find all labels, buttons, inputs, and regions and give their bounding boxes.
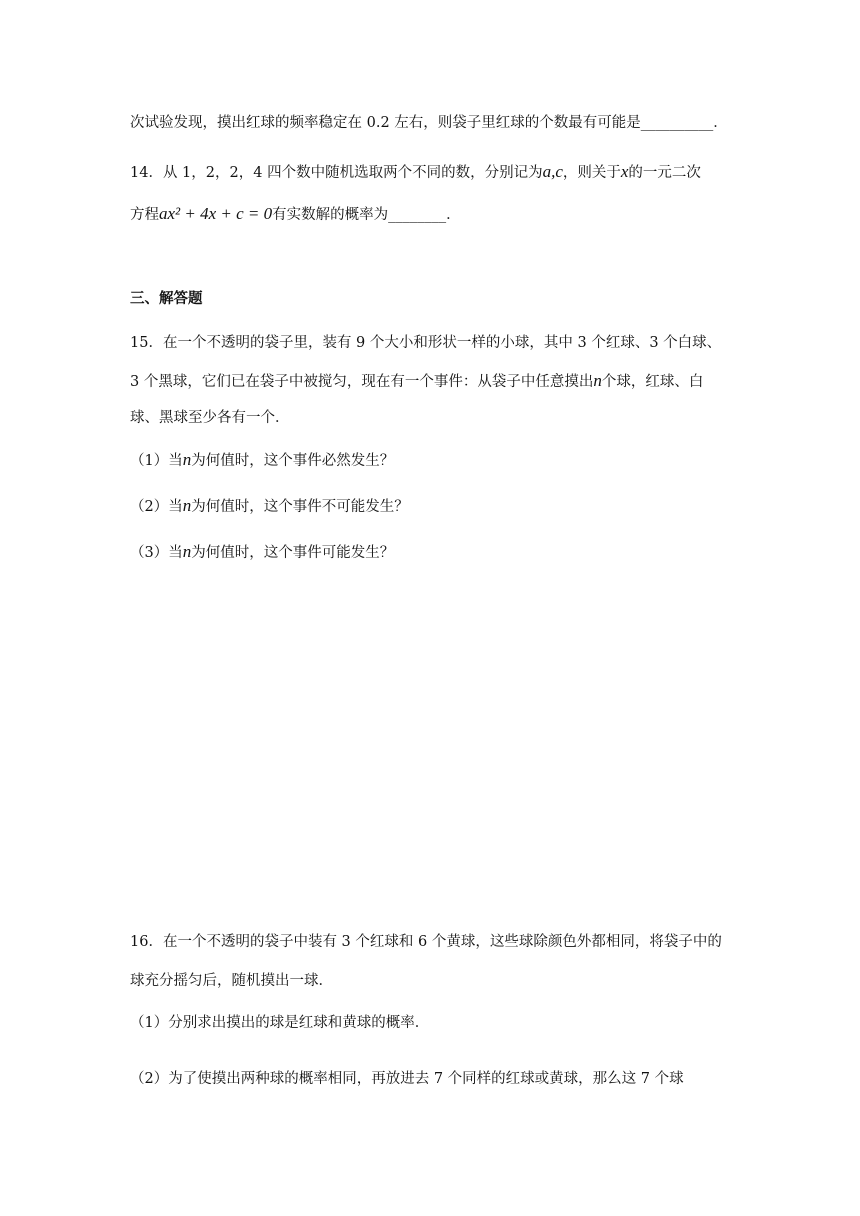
q15-sub2-n: n bbox=[182, 496, 192, 515]
q15-sub-2 bbox=[130, 496, 409, 517]
q14-text-c: 的一元二次 bbox=[628, 165, 701, 181]
q16-sub-2: （2）为了使摸出两种球的概率相同，再放进去 7 个同样的红球或黄球，那么这 7 个球 bbox=[130, 1071, 684, 1087]
q15-line-1: 15．在一个不透明的袋子里，装有 9 个大小和形状一样的小球，其中 3 个红球、3 个白球、 bbox=[130, 335, 722, 351]
q14-line-1 bbox=[130, 162, 701, 183]
q15-text-a: 3 个黑球，它们已在袋子中被搅匀，现在有一个事件：从袋子中任意摸出 bbox=[130, 374, 594, 390]
q15-sub-1 bbox=[130, 450, 394, 471]
q16-line-2: 球充分摇匀后，随机摸出一球． bbox=[130, 973, 333, 989]
q15-sub1-b: 为何值时，这个事件必然发生？ bbox=[191, 453, 395, 469]
q15-text-b: 个球，红球、白 bbox=[601, 374, 704, 390]
q14-text-e: 有实数解的概率为________． bbox=[272, 207, 461, 223]
q15-var-n: n bbox=[593, 371, 602, 390]
q15-sub3-a: （3）当 bbox=[130, 545, 183, 561]
q16-line-1: 16．在一个不透明的袋子中装有 3 个红球和 6 个黄球，这些球除颜色外都相同，将袋子中的 bbox=[130, 934, 722, 950]
section-heading: 三、解答题 bbox=[130, 290, 203, 307]
q14-text-a: 14．从 1，2，2，4 四个数中随机选取两个不同的数，分别记为 bbox=[130, 165, 543, 181]
q14-line-2 bbox=[130, 204, 461, 225]
q15-sub1-a: （1）当 bbox=[130, 453, 183, 469]
q13-tail-line: 次试验发现，摸出红球的频率稳定在 0.2 左右，则袋子里红球的个数最有可能是__________． bbox=[130, 115, 728, 131]
q15-sub3-b: 为何值时，这个事件可能发生？ bbox=[191, 545, 395, 561]
q14-equation: ax² + 4x + c = 0 bbox=[159, 204, 273, 223]
q14-text-b: ，则关于 bbox=[562, 165, 621, 181]
q15-sub2-a: （2）当 bbox=[130, 499, 183, 515]
q15-sub2-b: 为何值时，这个事件不可能发生？ bbox=[191, 499, 409, 515]
q15-sub3-n: n bbox=[182, 542, 192, 561]
q14-var-x: x bbox=[620, 162, 629, 181]
q15-sub-3 bbox=[130, 542, 394, 563]
q15-sub1-n: n bbox=[182, 450, 192, 469]
q16-sub-1: （1）分别求出摸出的球是红球和黄球的概率． bbox=[130, 1015, 430, 1031]
q15-line-3: 球、黑球至少各有一个． bbox=[130, 410, 290, 426]
q15-line-2 bbox=[130, 371, 703, 392]
q14-vars-ac: a,c bbox=[542, 162, 563, 181]
q14-text-d: 方程 bbox=[130, 207, 159, 223]
